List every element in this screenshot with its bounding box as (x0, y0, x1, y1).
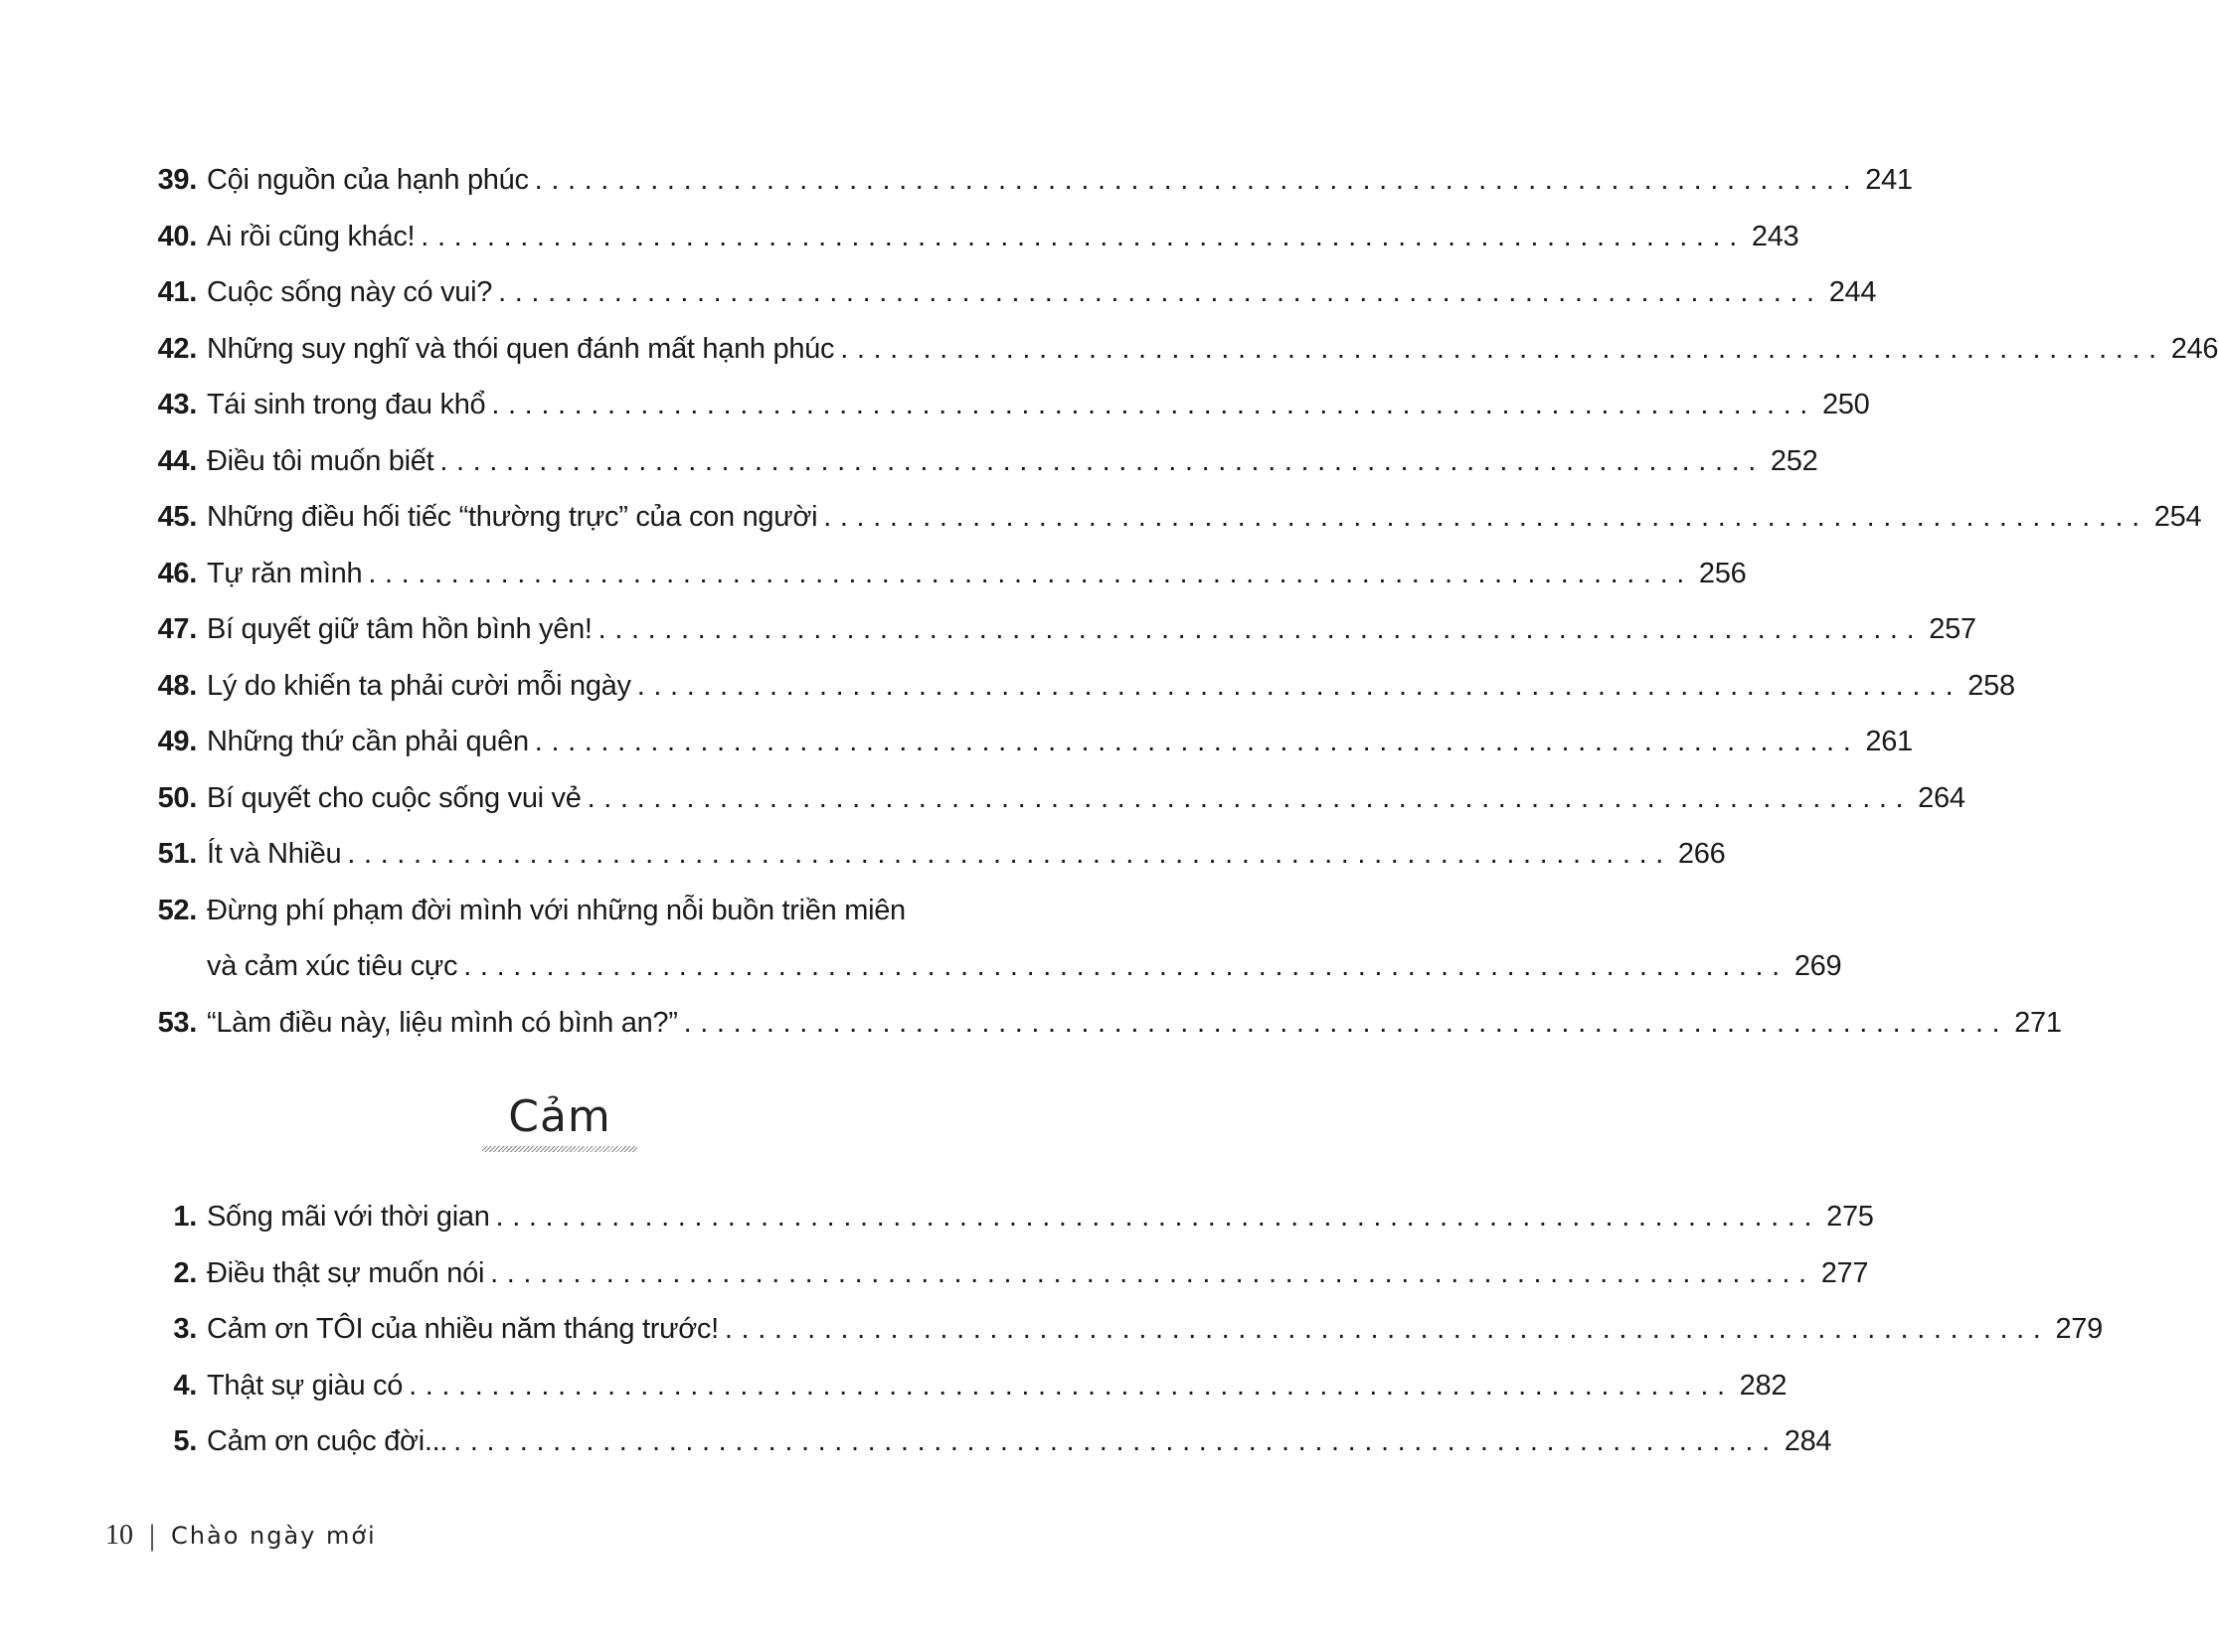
toc-number: 52. (157, 894, 197, 926)
leader-dots: ................................................................................ (724, 1313, 2050, 1345)
toc-entry[interactable] (149, 332, 2218, 390)
toc-page: 258 (1967, 669, 2015, 702)
toc-number: 47. (157, 613, 197, 645)
leader-dots: ................................................................................ (421, 220, 1746, 252)
toc-number: 48. (157, 669, 197, 702)
toc-page: 264 (1918, 781, 1965, 814)
leader-dots: ................................................................................ (439, 444, 1765, 477)
toc-title: Thật sự giàu có (207, 1369, 404, 1402)
toc-number: 41. (157, 276, 197, 308)
toc-number: 43. (157, 389, 197, 420)
leader-dots: ................................................................................ (636, 669, 1962, 702)
toc-number: 40. (157, 220, 197, 252)
leader-dots: ................................................................................ (597, 613, 1924, 645)
toc-title: Tự răn mình (207, 557, 363, 589)
toc-title: Đừng phí phạm đời mình với những nỗi buồn triền miên (207, 894, 906, 926)
toc-entry[interactable] (149, 894, 1842, 1007)
leader-dots: ................................................................................ (587, 781, 1913, 814)
toc-entry[interactable] (149, 1006, 2062, 1064)
page-footer (105, 1519, 377, 1553)
toc-number: 42. (157, 332, 197, 365)
toc-page: 261 (1865, 726, 1913, 757)
toc-number: 46. (157, 557, 197, 589)
toc-entry[interactable] (149, 276, 1877, 333)
toc-page: 284 (1784, 1425, 1832, 1457)
toc-title: Ai rồi cũng khác! (207, 220, 416, 252)
toc-page: 244 (1828, 276, 1877, 308)
toc-page: 277 (1820, 1256, 1869, 1289)
toc-entry[interactable] (149, 220, 1799, 277)
leader-dots: ................................................................................ (840, 332, 2165, 365)
toc-entry[interactable] (149, 1256, 1869, 1314)
toc-page: 269 (1793, 950, 1842, 982)
toc-title: Bí quyết giữ tâm hồn bình yên! (207, 613, 593, 645)
section-title: Cảm (508, 1091, 611, 1142)
toc-number: 4. (173, 1369, 197, 1402)
section-underline (482, 1146, 637, 1152)
toc-page: 256 (1698, 557, 1747, 589)
toc-number: 2. (173, 1256, 197, 1289)
leader-dots: ................................................................................ (368, 557, 1693, 589)
section-heading (0, 1091, 1119, 1152)
leader-dots: ................................................................................ (409, 1369, 1734, 1402)
toc-number: 3. (173, 1313, 197, 1345)
leader-dots: ................................................................................ (683, 1006, 2009, 1039)
toc-page: 282 (1739, 1369, 1788, 1402)
toc-entry[interactable] (149, 726, 1913, 782)
toc-list-section (149, 1201, 2103, 1482)
page-number: 10 (105, 1520, 133, 1551)
toc-entry[interactable] (149, 669, 2015, 727)
toc-title: Tái sinh trong đau khổ (207, 389, 486, 420)
toc-title: Những suy nghĩ và thói quen đánh mất hạnh phúc (207, 332, 835, 365)
toc-page: 279 (2055, 1313, 2103, 1345)
toc-entry[interactable] (149, 501, 2202, 558)
toc-page: 246 (2170, 332, 2218, 365)
leader-dots: ................................................................................ (498, 276, 1823, 308)
leader-dots: ................................................................................ (463, 950, 1789, 982)
toc-entry[interactable] (149, 1201, 1874, 1257)
toc-title: “Làm điều này, liệu mình có bình an?” (207, 1006, 678, 1039)
toc-page: 241 (1865, 164, 1913, 196)
toc-entry[interactable] (149, 1425, 1832, 1482)
toc-entry[interactable] (149, 389, 1870, 445)
toc-page: 250 (1821, 389, 1870, 420)
leader-dots: ................................................................................ (495, 1201, 1821, 1233)
leader-dots: ................................................................................ (490, 1256, 1815, 1289)
toc-title: Cảm ơn TÔI của nhiều năm tháng trước! (207, 1313, 719, 1345)
toc-number: 5. (173, 1425, 197, 1457)
toc-page: 252 (1770, 444, 1818, 477)
toc-title: Bí quyết cho cuộc sống vui vẻ (207, 781, 582, 814)
toc-number: 51. (157, 838, 197, 870)
toc-number: 39. (157, 164, 197, 196)
toc-entry[interactable] (149, 1369, 1788, 1426)
footer-separator: | (149, 1519, 156, 1552)
leader-dots: ................................................................................ (491, 389, 1816, 420)
toc-list-main (149, 164, 2218, 1063)
toc-page: 271 (2014, 1006, 2062, 1039)
toc-title: Cội nguồn của hạnh phúc (207, 164, 529, 196)
toc-number: 53. (157, 1006, 197, 1039)
toc-entry[interactable] (149, 613, 1976, 670)
leader-dots: ................................................................................ (347, 838, 1672, 870)
toc-number: 1. (173, 1201, 197, 1233)
toc-title: Cảm ơn cuộc đời... (207, 1425, 448, 1457)
toc-page: 257 (1929, 613, 1976, 645)
toc-page: 254 (2153, 501, 2202, 533)
toc-number: 45. (157, 501, 197, 533)
leader-dots: ................................................................................ (534, 164, 1860, 196)
book-title: Chào ngày mới (171, 1522, 377, 1550)
toc-title-continued: và cảm xúc tiêu cực (207, 950, 458, 982)
toc-entry[interactable] (149, 557, 1747, 614)
toc-title: Điều thật sự muốn nói (207, 1256, 485, 1289)
toc-entry[interactable] (149, 781, 1965, 839)
toc-page: 266 (1677, 838, 1726, 870)
toc-number: 49. (157, 726, 197, 757)
toc-title: Lý do khiến ta phải cười mỗi ngày (207, 669, 631, 702)
toc-title: Những thứ cần phải quên (207, 726, 529, 757)
toc-page: 275 (1826, 1201, 1874, 1233)
leader-dots: ................................................................................ (823, 501, 2148, 533)
toc-title: Cuộc sống này có vui? (207, 276, 493, 308)
toc-title: Những điều hối tiếc “thường trực” của con người (207, 501, 818, 533)
toc-entry[interactable] (149, 1313, 2103, 1370)
toc-number: 50. (157, 781, 197, 814)
toc-page: 243 (1751, 220, 1799, 252)
toc-entry[interactable] (149, 444, 1818, 502)
toc-number: 44. (157, 444, 197, 477)
toc-entry[interactable] (149, 164, 1913, 221)
leader-dots: ................................................................................ (453, 1425, 1779, 1457)
toc-title: Ít và Nhiều (207, 838, 342, 870)
toc-title: Sống mãi với thời gian (207, 1201, 490, 1233)
toc-entry[interactable] (149, 838, 1726, 895)
toc-title: Điều tôi muốn biết (207, 444, 434, 477)
leader-dots: ................................................................................ (534, 726, 1860, 757)
